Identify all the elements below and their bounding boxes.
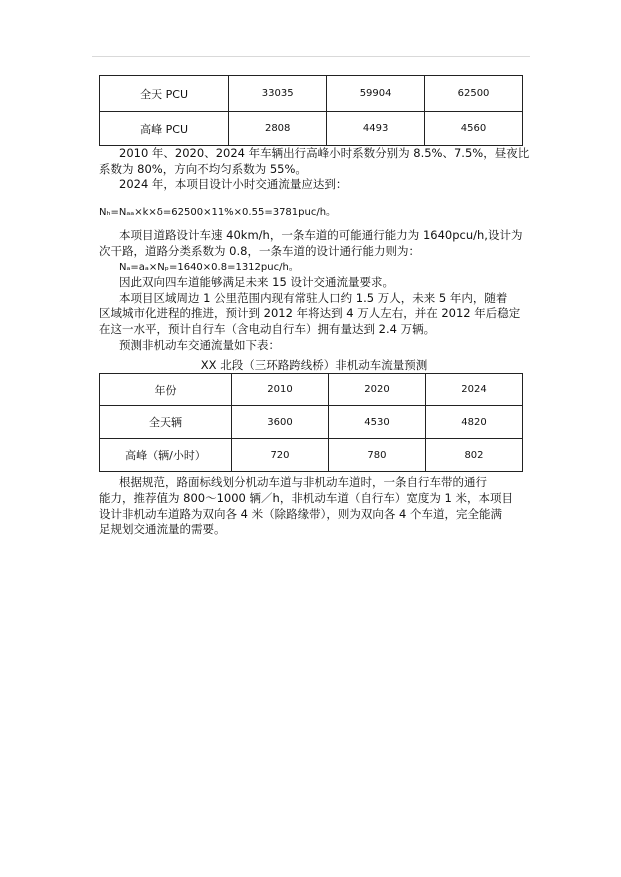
row-label: 全天辆 [100,406,232,439]
paragraph-line: 系数为 80%，方向不均匀系数为 55%。 [99,161,307,176]
paragraph-line: 本项目道路设计车速 40km/h，一条车道的可能通行能力为 1640pcu/h,设计为 [119,228,523,243]
paragraph-line: 设计非机动车道路为双向各 4 米（除路缘带），则为双向各 4 个车道，完全能满 [99,506,503,521]
cell-value: 33035 [229,76,327,112]
table-row [100,406,523,439]
table-row [100,112,523,146]
row-label: 高峰（辆/小时） [100,439,232,472]
cell-value: 59904 [327,76,425,112]
header-rule [92,56,530,57]
closing-text [99,475,529,538]
paragraph-line: 在这一水平，预计自行车（含电动自行车）拥有量达到 2.4 万辆。 [99,321,436,336]
cell-value: 3600 [232,406,329,439]
body-text [99,146,529,353]
cell-value: 4820 [425,406,522,439]
cell-value: 4530 [328,406,425,439]
paragraph-line: 区域城市化进程的推进，预计到 2012 年将达到 4 万人左右，并在 2012 年后稳定 [99,306,521,321]
header-cell: 2024 [425,374,522,406]
cell-value: 802 [425,439,522,472]
paragraph-line: 预测非机动车交通流量如下表： [119,337,280,352]
paragraph-line: 次干路，道路分类系数为 0.8，一条车道的设计通行能力则为： [99,243,420,258]
cell-value: 720 [232,439,329,472]
non-motor-vehicle-table [99,373,523,472]
row-label: 全天 PCU [100,76,229,112]
formula-line: Nₕ=Nₐₐ×k×δ=62500×11%×0.55=3781puc/h。 [99,206,337,218]
paragraph-line: 足规划交通流量的需要。 [99,522,226,537]
cell-value: 62500 [425,76,523,112]
cell-value: 4560 [425,112,523,146]
paragraph-line: 根据规范，路面标线划分机动车道与非机动车道时，一条自行车带的通行 [119,475,487,489]
paragraph-line: 本项目区域周边 1 公里范围内现有常驻人口约 1.5 万人，未来 5 年内，随着 [119,290,508,305]
paragraph-line: 能力，推荐值为 800～1000 辆／h，非机动车道（自行车）宽度为 1 米，本项目 [99,490,513,505]
header-cell: 2010 [232,374,329,406]
paragraph-line: 2010 年、2020、2024 年车辆出行高峰小时系数分别为 8.5%、7.5%，昼夜比 [119,146,530,160]
formula-line: Nₐ=aₐ×Nₚ=1640×0.8=1312puc/h。 [119,261,299,273]
table-row [100,439,523,472]
traffic-volume-table [99,75,523,146]
paragraph-line: 因此双向四车道能够满足未来 15 设计交通流量要求。 [119,275,394,290]
cell-value: 2808 [229,112,327,146]
row-label: 高峰 PCU [100,112,229,146]
paragraph-line: 2024 年，本项目设计小时交通流量应达到： [119,177,348,192]
header-cell: 2020 [328,374,425,406]
cell-value: 780 [328,439,425,472]
header-cell: 年份 [100,374,232,406]
table-caption: XX 北段（三环路跨线桥）非机动车流量预测 [200,358,428,372]
table-header-row [100,374,523,406]
table-row [100,76,523,112]
cell-value: 4493 [327,112,425,146]
